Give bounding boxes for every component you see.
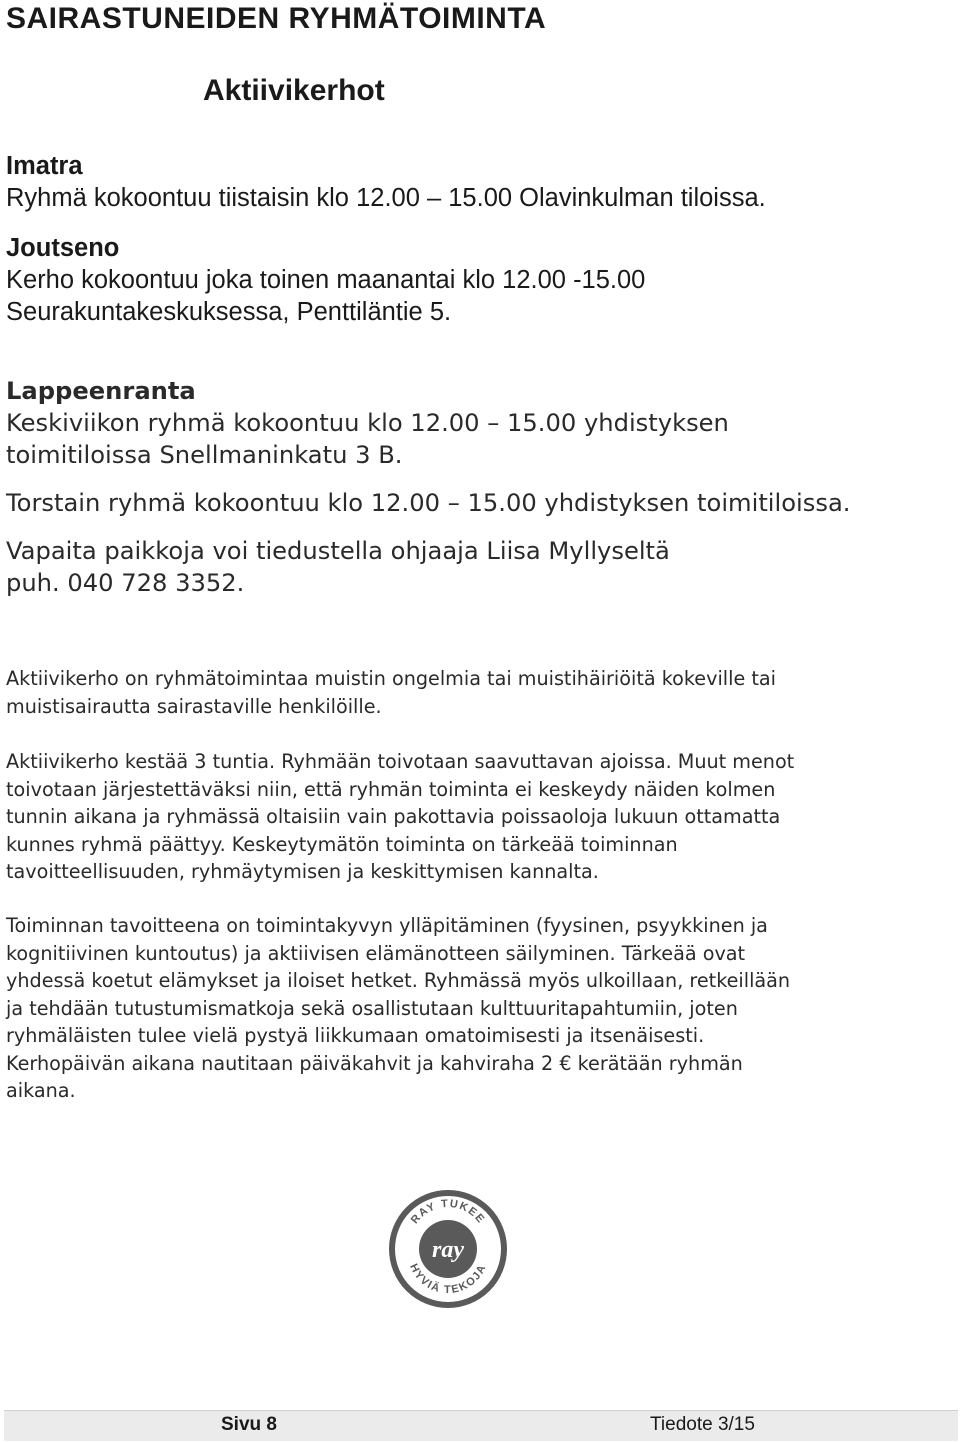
- logo-top-text: RAY TUKEE: [408, 1197, 488, 1227]
- issue-label: Tiedote 3/15: [650, 1414, 755, 1435]
- page-title: SAIRASTUNEIDEN RYHMÄTOIMINTA: [6, 2, 547, 35]
- lappeenranta-section: [6, 375, 951, 599]
- paragraph-line: muistisairautta sairastaville henkilöille.: [6, 694, 382, 718]
- page-number: Sivu 8: [221, 1414, 277, 1435]
- city-heading-joutseno: Joutseno: [6, 234, 120, 262]
- paragraph-line: aikana.: [6, 1079, 76, 1102]
- paragraph-goals: [6, 912, 951, 1105]
- paragraph-line: kognitiivinen kuntoutus) ja aktiivisen elämänotteen säilyminen. Tärkeää ovat: [6, 941, 746, 965]
- city-heading-lappeenranta: Lappeenranta: [6, 377, 196, 405]
- lappeenranta-line: toimitiloissa Snellmaninkatu 3 B.: [6, 441, 403, 469]
- paragraph-line: ja tehdään tutustumismatkoja sekä osallistutaan kulttuuritapahtumiin, joten: [6, 996, 738, 1020]
- joutseno-section: [6, 232, 946, 328]
- paragraph-line: Aktiivikerho kestää 3 tuntia. Ryhmään toivotaan saavuttavan ajoissa. Muut menot: [6, 750, 795, 773]
- paragraph-duration: [6, 748, 951, 886]
- paragraph-line: Aktiivikerho on ryhmätoimintaa muistin ongelmia tai muistihäiriöitä kokeville tai: [6, 667, 776, 690]
- city-heading-imatra: Imatra: [6, 152, 83, 180]
- imatra-section: [6, 150, 946, 214]
- paragraph-line: yhdessä koetut elämykset ja iloiset hetket. Ryhmässä myös ulkoillaan, retkeillään: [6, 969, 791, 992]
- paragraph-intro: [6, 665, 951, 720]
- locations-block: [6, 150, 946, 328]
- section-subtitle: Aktiivikerhot: [203, 74, 385, 107]
- paragraph-line: Kerhopäivän aikana nautitaan päiväkahvit ja kahviraha 2 € kerätään ryhmän: [6, 1051, 743, 1075]
- logo-center-text: ray: [432, 1237, 464, 1263]
- paragraph-line: kunnes ryhmä päättyy. Keskeytymätön toiminta on tärkeää toiminnan: [6, 832, 678, 856]
- imatra-text: Ryhmä kokoontuu tiistaisin klo 12.00 – 15.00 Olavinkulman tiloissa.: [6, 184, 766, 212]
- joutseno-line: Kerho kokoontuu joka toinen maanantai klo 12.00 -15.00: [6, 266, 646, 294]
- lappeenranta-line: Torstain ryhmä kokoontuu klo 12.00 – 15.00 yhdistyksen toimitiloissa.: [6, 489, 851, 517]
- logo-bottom-text: HYVIÄ TEKOJA: [407, 1262, 489, 1297]
- paragraph-line: tavoitteellisuuden, ryhmäytymisen ja keskittymisen kannalta.: [6, 860, 599, 883]
- page-footer: [4, 1410, 958, 1441]
- contact-phone: puh. 040 728 3352.: [6, 569, 245, 597]
- paragraph-line: ryhmäläisten tulee vielä pystyä liikkumaan omatoimisesti ja itsenäisesti.: [6, 1024, 705, 1047]
- paragraph-line: Toiminnan tavoitteena on toimintakyvyn ylläpitäminen (fyysinen, psyykkinen ja: [6, 914, 768, 937]
- paragraph-line: tunnin aikana ja ryhmässä oltaisiin vain pakottavia poissaoloja lukuun ottamatta: [6, 805, 781, 828]
- ray-logo-icon: [388, 1185, 508, 1315]
- paragraph-line: toivotaan järjestettäväksi niin, että ryhmän toiminta ei keskeydy näiden kolmen: [6, 777, 776, 801]
- joutseno-line: Seurakuntakeskuksessa, Penttiläntie 5.: [6, 298, 452, 326]
- lappeenranta-line: Keskiviikon ryhmä kokoontuu klo 12.00 – 15.00 yhdistyksen: [6, 409, 729, 437]
- lappeenranta-line: Vapaita paikkoja voi tiedustella ohjaaja Liisa Myllyseltä: [6, 537, 670, 565]
